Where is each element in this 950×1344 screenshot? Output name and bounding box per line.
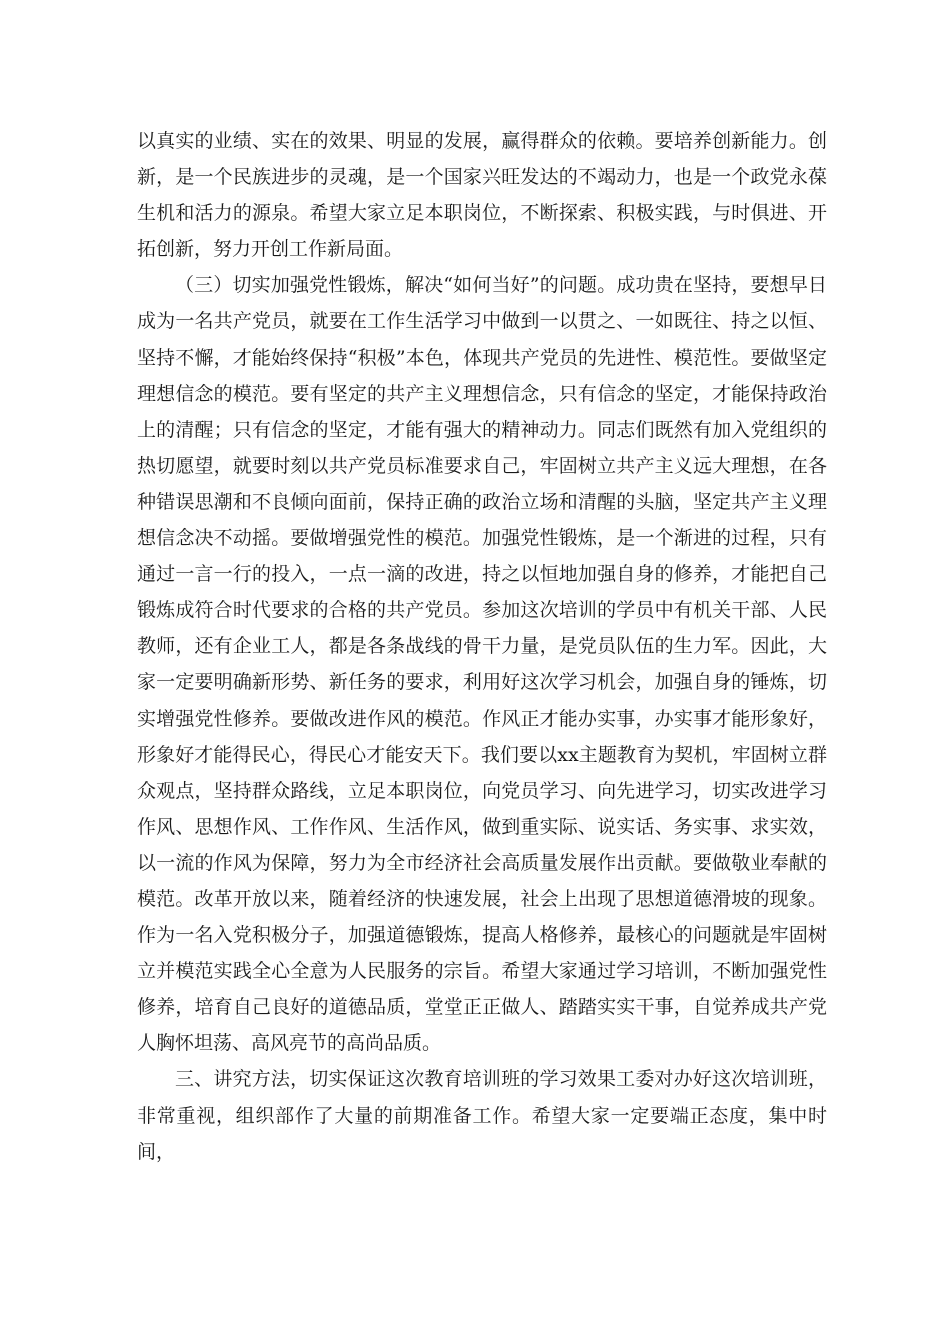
paragraph-continuation: 以真实的业绩、实在的效果、明显的发展，赢得群众的依赖。要培养创新能力。创新，是一个民族进步的灵魂，是一个国家兴旺发达的不竭动力，也是一个政党永葆生机和活力的源泉。希望大家立足本职岗位，不断探索、积极实践，与时俱进、开拓创新，努力开创工作新局面。 [137,130,827,261]
document-body [137,123,827,1170]
paragraph-party-spirit: （三）切实加强党性锻炼，解决“如何当好”的问题。成功贵在坚持，要想早日成为一名共产党员，就要在工作生活学习中做到一以贯之、一如既往、持之以恒、坚持不懈，才能始终保持“积极”本色，体现共产党员的先进性、模范性。要做坚定理想信念的模范。要有坚定的共产主义理想信念，只有信念的坚定，才能保持政治上的清醒；只有信念的坚定，才能有强大的精神动力。同志们既然有加入党组织的热切愿望，就要时刻以共产党员标准要求自己，牢固树立共产主义远大理想，在各种错误思潮和不良倾向面前，保持正确的政治立场和清醒的头脑，坚定共产主义理想信念决不动摇。要做增强党性的模范。加强党性锻炼，是一个渐进的过程，只有通过一言一行的投入，一点一滴的改进，持之以恒地加强自身的修养，才能把自己锻炼成符合时代要求的合格的共产党员。参加这次培训的学员中有机关干部、人民教师，还有企业工人，都是各条战线的骨干力量，是党员队伍的生力军。因此，大家一定要明确新形势、新任务的要求，利用好这次学习机会，加强自身的锤炼，切实增强党性修养。要做改进作风的模范。作风正才能办实事，办实事才能形象好，形象好才能得民心，得民心才能安天下。我们要以xx主题教育为契机，牢固树立群众观点，坚持群众路线，立足本职岗位，向党员学习、向先进学习，切实改进学习作风、思想作风、工作作风、生活作风，做到重实际、说实话、务实事、求实效，以一流的作风为保障，努力为全市经济社会高质量发展作出贡献。要做敬业奉献的模范。改革开放以来，随着经济的快速发展，社会上出现了思想道德滑坡的现象。作为一名入党积极分子，加强道德锻炼，提高人格修养，最核心的问题就是牢固树立并模范实践全心全意为人民服务的宗旨。希望大家通过学习培训，不断加强党性修养，培育自己良好的道德品质，堂堂正正做人、踏踏实实干事，自觉养成共产党人胸怀坦荡、高风亮节的高尚品质。 [137,274,827,1055]
paragraph-section-three: 三、讲究方法，切实保证这次教育培训班的学习效果工委对办好这次培训班，非常重视，组织部作了大量的前期准备工作。希望大家一定要端正态度，集中时间， [137,1068,827,1163]
